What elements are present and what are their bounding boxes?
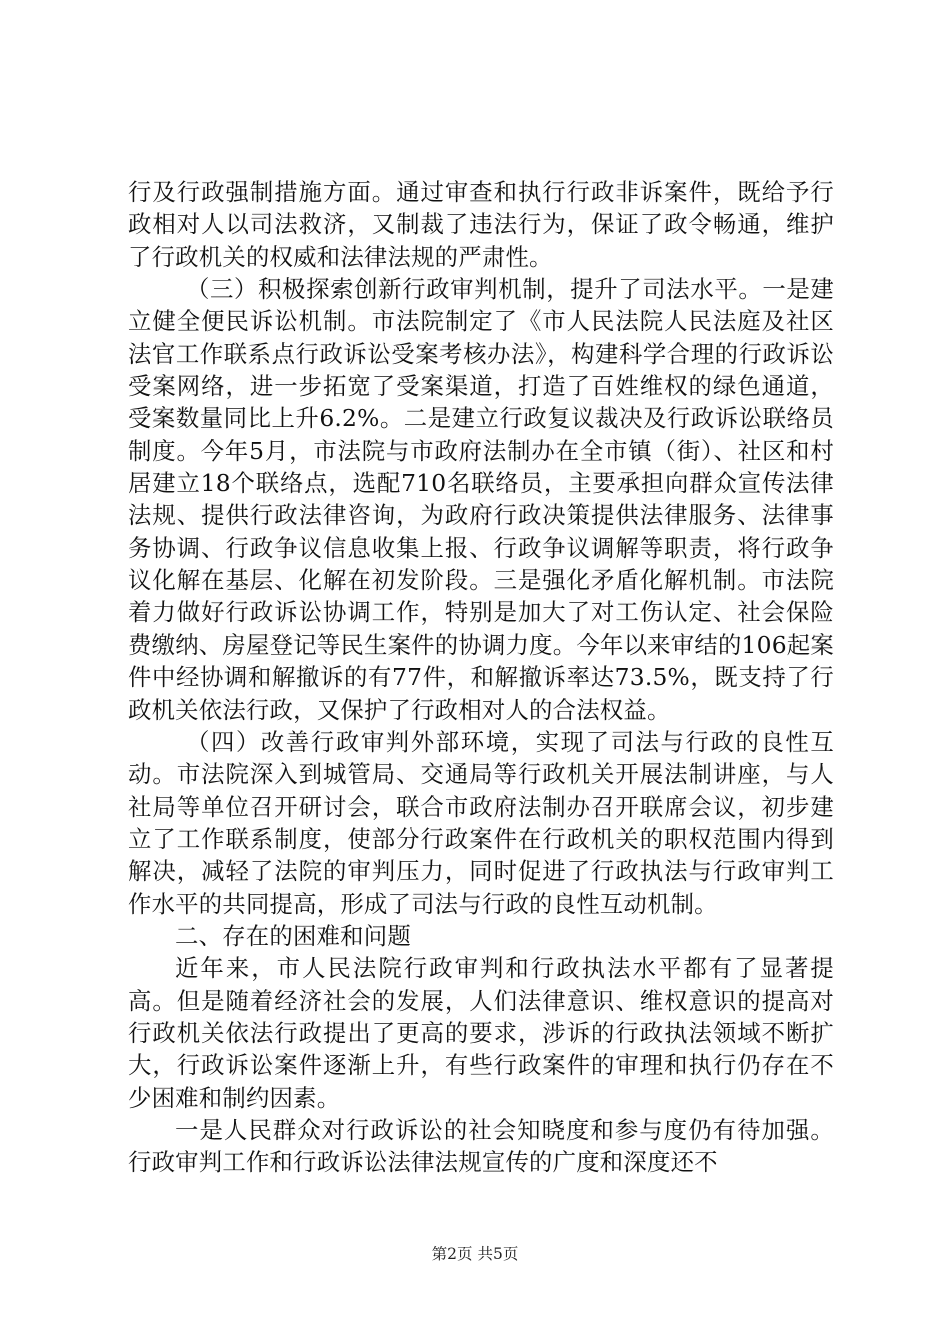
paragraph-problem-one: 一是人民群众对行政诉讼的社会知晓度和参与度仍有待加强。行政审判工作和行政诉讼法律法规宣传的广度和深度还不 [128,1115,834,1177]
page-footer: 第2页 共5页 [431,1245,519,1263]
document-body [128,176,834,1179]
paragraph-section-four: （四）改善行政审判外部环境，实现了司法与行政的良性互动。市法院深入到城管局、交通局等行政机关开展法制讲座，与人社局等单位召开研讨会，联合市政府法制办召开联席会议，初步建立了工作联系制度，使部分行政案件在行政机关的职权范围内得到解决，减轻了法院的审判压力，同时促进了行政执法与行政审判工作水平的共同提高，形成了司法与行政的良性互动机制。 [128,727,834,918]
paragraph-difficulties-intro: 近年来，市人民法院行政审判和行政执法水平都有了显著提高。但是随着经济社会的发展，人们法律意识、维权意识的提高对行政机关依法行政提出了更高的要求，涉诉的行政执法领域不断扩大，行政诉讼案件逐渐上升，有些行政案件的审理和执行仍存在不少困难和制约因素。 [128,954,834,1112]
paragraph-continuation: 行及行政强制措施方面。通过审查和执行行政非诉案件，既给予行政相对人以司法救济，又制裁了违法行为，保证了政令畅通，维护了行政机关的权威和法律法规的严肃性。 [128,178,834,271]
section-heading-difficulties: 二、存在的困难和问题 [175,921,411,950]
paragraph-section-three: （三）积极探索创新行政审判机制，提升了司法水平。一是建立健全便民诉讼机制。市法院制定了《市人民法院人民法庭及社区法官工作联系点行政诉讼受案考核办法》，构建科学合理的行政诉讼受案网络，进一步拓宽了受案渠道，打造了百姓维权的绿色通道，受案数量同比上升6.2%。二是建立行政复议裁决及行政诉讼联络员制度。今年5月，市法院与市政府法制办在全市镇（街）、社区和村居建立18个联络点，选配710名联络员，主要承担向群众宣传法律法规、提供行政法律咨询，为政府行政决策提供法律服务、法律事务协调、行政争议信息收集上报、行政争议调解等职责，将行政争议化解在基层、化解在初发阶段。三是强化矛盾化解机制。市法院着力做好行政诉讼协调工作，特别是加大了对工伤认定、社会保险费缴纳、房屋登记等民生案件的协调力度。今年以来审结的106起案件中经协调和解撤诉的有77件，和解撤诉率达73.5%，既支持了行政机关依法行政，又保护了行政相对人的合法权益。 [128,275,834,724]
